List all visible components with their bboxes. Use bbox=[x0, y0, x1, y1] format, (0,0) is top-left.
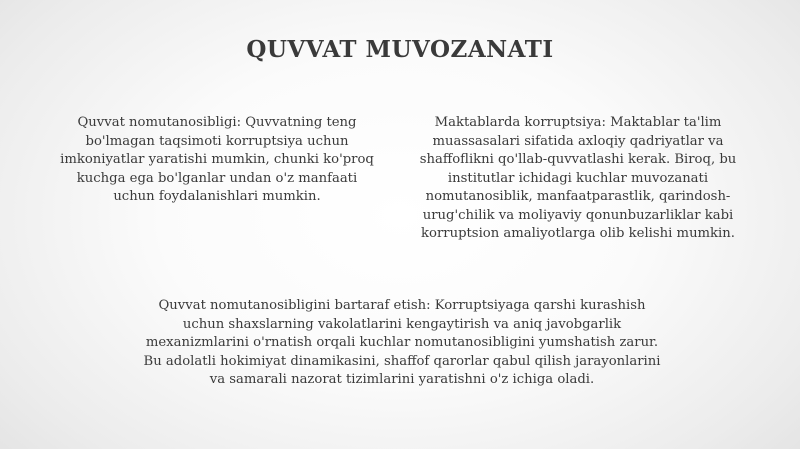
power-imbalance-paragraph: Quvvat nomutanosibligi: Quvvatning teng bo'lmagan taqsimoti korruptsiya uchun imkoniyatlar yaratishi mumkin, chunki ko'proq kuchga ega bo'lganlar undan o'z manfaati uchun foydalanishlari mumkin. bbox=[60, 115, 374, 204]
school-corruption-paragraph: Maktablarda korruptsiya: Maktablar ta'lim muassasalari sifatida axloqiy qadriyatlar va shaffoflikni qo'llab-quvvatlashi kerak. Biroq, bu institutlar ichidagi kuchlar muvozanati nomutanosiblik, manfaatparastlik, qarindosh-urug'chilik va moliyaviy qonunbuzarliklar kabi korruptsion amaliyotlarga olib kelishi mumkin. bbox=[419, 115, 737, 241]
addressing-imbalance-paragraph: Quvvat nomutanosibligini bartaraf etish: Korruptsiyaga qarshi kurashish uchun shaxslarning vakolatlarini kengaytirish va aniq javobgarlik mexanizmlarini o'rnatish orqali kuchlar nomutanosibligini yumshatish zarur. Bu adolatli hokimiyat dinamikasini, shaffof qarorlar qabul qilish jarayonlarini va samarali nazorat tizimlarini yaratishni o'z ichiga oladi. bbox=[143, 298, 661, 387]
slide-title: QUVVAT MUVOZANATI bbox=[246, 36, 554, 63]
